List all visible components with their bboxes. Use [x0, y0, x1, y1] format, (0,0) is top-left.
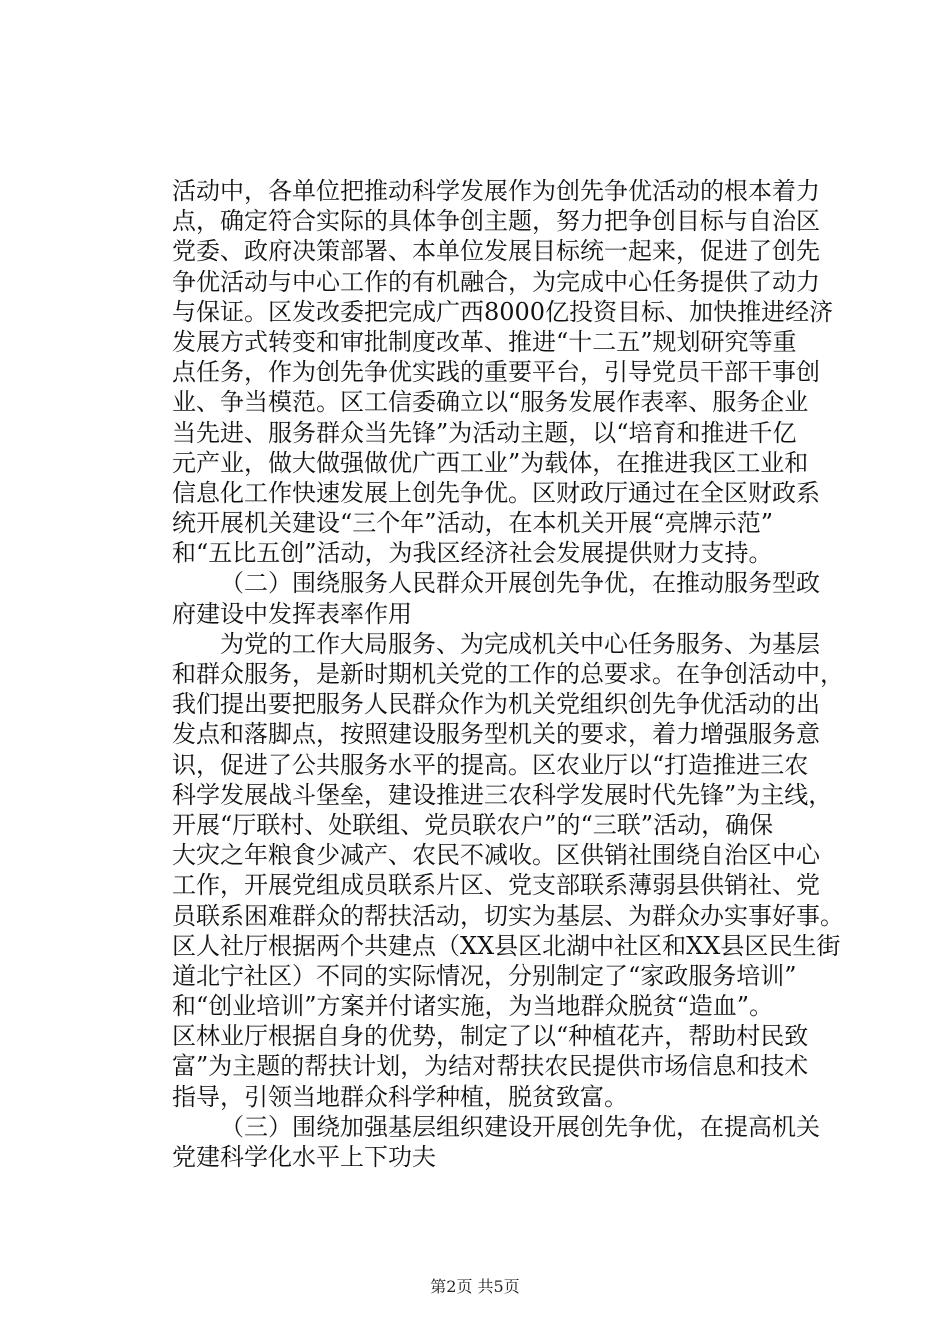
section-heading: （三）围绕加强基层组织建设开展创先争优，在提高机关 [220, 1112, 820, 1141]
text-line: 道北宁社区）不同的实际情况，分别制定了“家政服务培训” [172, 961, 797, 990]
text-line: 当先进、服务群众当先锋”为活动主题，以“培育和推进千亿 [172, 418, 797, 447]
text-line: 指导，引领当地群众科学种植，脱贫致富。 [172, 1082, 628, 1111]
text-line: 科学发展战斗堡垒，建设推进三农科学发展时代先锋”为主线， [172, 780, 833, 809]
page-footer [0, 1274, 950, 1297]
text-line: 活动中，各单位把推动科学发展作为创先争优活动的根本着力 [172, 177, 820, 205]
page-number-label: 第2页 共5页 [430, 1277, 520, 1296]
text-line: 我们提出要把服务人民群众作为机关党组织创先争优活动的出 [172, 690, 820, 719]
text-line: 工作，开展党组成员联系片区、党支部联系薄弱县供销社、党 [172, 871, 820, 900]
text-line: 信息化工作快速发展上创先争优。区财政厅通过在全区财政系 [172, 478, 820, 507]
text-line: 和“五比五创”活动，为我区经济社会发展提供财力支持。 [172, 539, 773, 568]
text-line: 和“创业培训”方案并付诸实施，为当地群众脱贫“造血”。 [172, 992, 774, 1021]
paragraph-start: 为党的工作大局服务、为完成机关中心任务服务、为基层 [220, 629, 820, 658]
text-line: 和群众服务，是新时期机关党的工作的总要求。在争创活动中， [172, 660, 844, 688]
text-line: 元产业，做大做强做优广西工业”为载体，在推进我区工业和 [172, 448, 809, 477]
text-line: 争优活动与中心工作的有机融合，为完成中心任务提供了动力 [172, 267, 820, 296]
text-line: 党委、政府决策部署、本单位发展目标统一起来，促进了创先 [172, 237, 820, 266]
text-line: 点任务，作为创先争优实践的重要平台，引导党员干部干事创 [172, 358, 820, 387]
section-heading: （二）围绕服务人民群众开展创先争优，在推动服务型政 [220, 569, 820, 598]
section-heading-cont: 党建科学化水平上下功夫 [172, 1143, 436, 1171]
text-line: 区林业厅根据自身的优势，制定了以“种植花卉，帮助村民致 [172, 1022, 809, 1051]
document-body [172, 176, 844, 1172]
text-line: 富”为主题的帮扶计划，为结对帮扶农民提供市场信息和技术 [172, 1052, 809, 1081]
text-line: 发点和落脚点，按照建设服务型机关的要求，着力增强服务意 [172, 720, 820, 749]
text-line: 员联系困难群众的帮扶活动，切实为基层、为群众办实事好事。 [172, 901, 844, 930]
text-line: 区人社厅根据两个共建点（XX县区北湖中社区和XX县区民生街 [172, 931, 841, 960]
text-line: 发展方式转变和审批制度改革、推进“十二五”规划研究等重 [172, 327, 797, 356]
text-line: 大灾之年粮食少减产、农民不减收。区供销社围绕自治区中心 [172, 841, 820, 870]
text-line: 点，确定符合实际的具体争创主题，努力把争创目标与自治区 [172, 207, 820, 236]
text-line: 与保证。区发改委把完成广西8000亿投资目标、加快推进经济 [172, 297, 834, 326]
text-line: 业、争当模范。区工信委确立以“服务发展作表率、服务企业 [172, 388, 809, 417]
text-line: 识，促进了公共服务水平的提高。区农业厅以“打造推进三农 [172, 750, 809, 779]
text-line: 统开展机关建设“三个年”活动，在本机关开展“亮牌示范” [172, 509, 774, 538]
section-heading-cont: 府建设中发挥表率作用 [172, 599, 412, 628]
text-line: 开展“厅联村、处联组、党员联农户”的“三联”活动，确保 [172, 810, 774, 839]
